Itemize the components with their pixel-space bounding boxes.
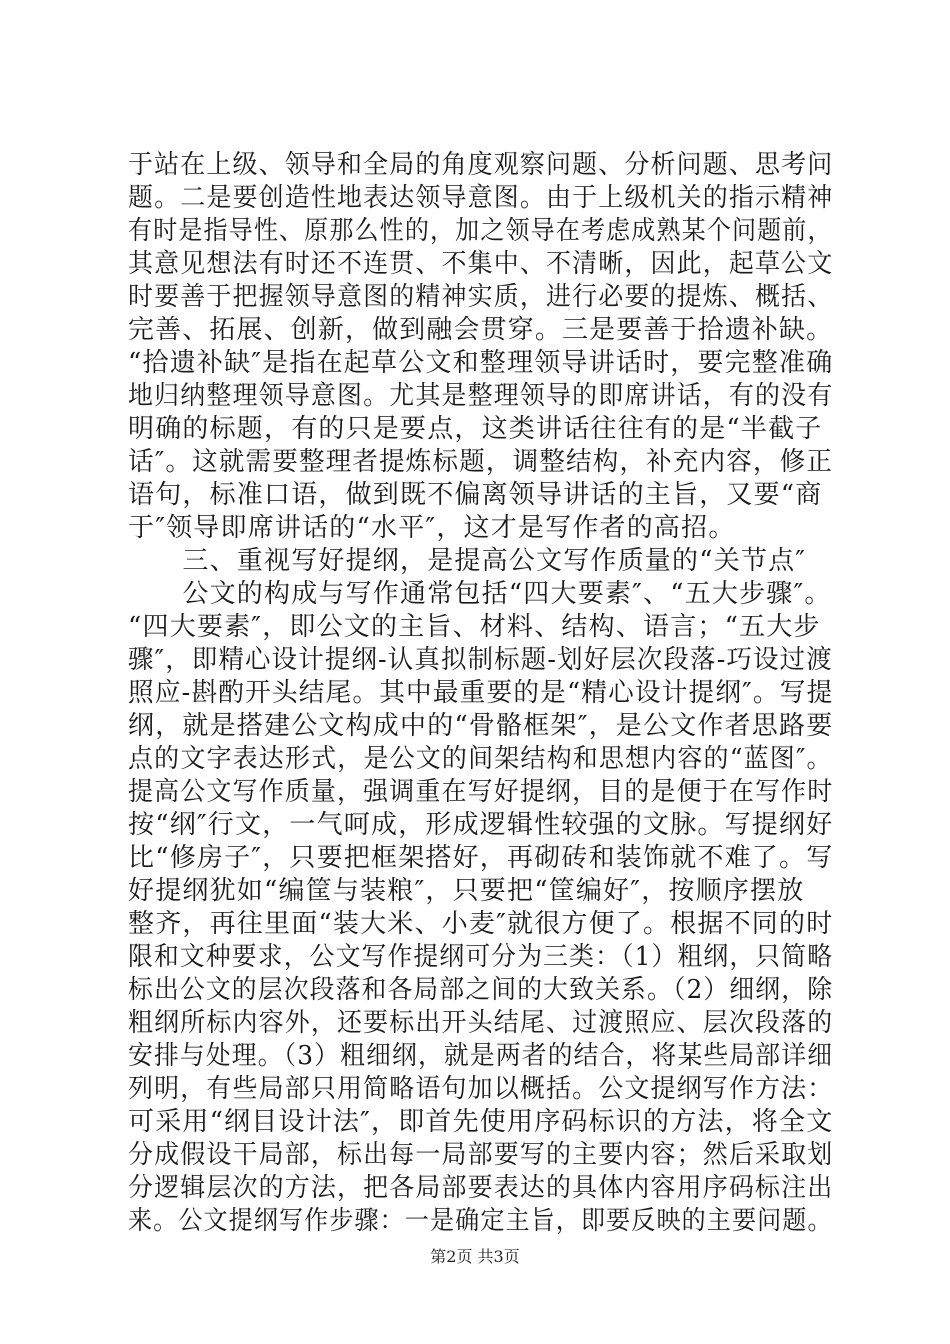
page-number-footer: 第2页 共3页 (430, 1247, 520, 1266)
text-line: 点的文字表达形式，是公文的间架结构和思想内容的“蓝图″。 (128, 744, 833, 774)
text-line: 列明，有些局部只用简略语句加以概括。公文提纲写作方法： (128, 1074, 834, 1104)
text-line: 于″领导即席讲话的“水平″，这才是写作者的高招。 (128, 513, 736, 543)
text-line: 比“修房子″，只要把框架搭好，再砌砖和装饰就不难了。写 (128, 843, 834, 873)
text-line: 时要善于把握领导意图的精神实质，进行必要的提炼、概括、 (128, 282, 834, 312)
text-line: 整齐，再往里面“装大米、小麦″就很方便了。根据不同的时 (128, 909, 834, 939)
text-line: 按“纲″行文，一气呵成，形成逻辑性较强的文脉。写提纲好 (128, 810, 834, 840)
text-line: 地归纳整理领导意图。尤其是整理领导的即席讲话，有的没有 (128, 381, 834, 411)
text-line: 分逻辑层次的方法，把各局部要表达的具体内容用序码标注出 (128, 1173, 834, 1203)
text-line: 其意见想法有时还不连贯、不集中、不清晰，因此，起草公文 (128, 249, 834, 279)
text-line: 分成假设干局部，标出每一局部要写的主要内容；然后采取划 (128, 1140, 834, 1170)
text-line: 好提纲犹如“编筐与装粮″，只要把“筐编好″，按顺序摆放 (128, 876, 805, 906)
text-line: 话″。这就需要整理者提炼标题，调整结构，补充内容，修正 (128, 447, 834, 477)
text-line: “拾遗补缺″是指在起草公文和整理领导讲话时，要完整准确 (128, 348, 834, 378)
text-line: “四大要素″，即公文的主旨、材料、结构、语言；“五大步 (128, 612, 821, 642)
text-line: 完善、拓展、创新，做到融会贯穿。三是要善于拾遗补缺。 (128, 315, 834, 345)
text-line: 骤″，即精心设计提纲-认真拟制标题-划好层次段落-巧设过渡 (128, 645, 833, 675)
text-line: 安排与处理。（3）粗细纲，就是两者的结合，将某些局部详细 (128, 1041, 834, 1071)
section-heading: 三、重视写好提纲，是提高公文写作质量的“关节点″ (128, 546, 807, 576)
text-line: 提高公文写作质量，强调重在写好提纲，目的是便于在写作时 (128, 777, 834, 807)
text-line: 语句，标准口语，做到既不偏离领导讲话的主旨，又要“商 (128, 480, 823, 510)
text-line: 照应-斟酌开头结尾。其中最重要的是“精心设计提纲″。写提 (128, 678, 834, 708)
text-line: 来。公文提纲写作步骤：一是确定主旨，即要反映的主要问题。 (128, 1206, 833, 1236)
text-line: 题。二是要创造性地表达领导意图。由于上级机关的指示精神 (128, 183, 834, 213)
text-line: 标出公文的层次段落和各局部之间的大致关系。（2）细纲，除 (128, 975, 834, 1005)
text-line: 限和文种要求，公文写作提纲可分为三类：（1）粗纲，只简略 (128, 942, 834, 972)
text-line: 明确的标题，有的只是要点，这类讲话往往有的是“半截子 (128, 414, 823, 444)
text-line: 粗纲所标内容外，还要标出开头结尾、过渡照应、层次段落的 (128, 1008, 834, 1038)
text-line: 于站在上级、领导和全局的角度观察问题、分析问题、思考问 (128, 150, 834, 180)
text-line: 纲，就是搭建公文构成中的“骨骼框架″，是公文作者思路要 (128, 711, 834, 741)
text-line: 公文的构成与写作通常包括“四大要素″、“五大步骤″。 (128, 579, 832, 609)
text-line: 有时是指导性、原那么性的，加之领导在考虑成熟某个问题前， (128, 216, 833, 246)
text-line: 可采用“纲目设计法″，即首先使用序码标识的方法，将全文 (128, 1107, 834, 1137)
